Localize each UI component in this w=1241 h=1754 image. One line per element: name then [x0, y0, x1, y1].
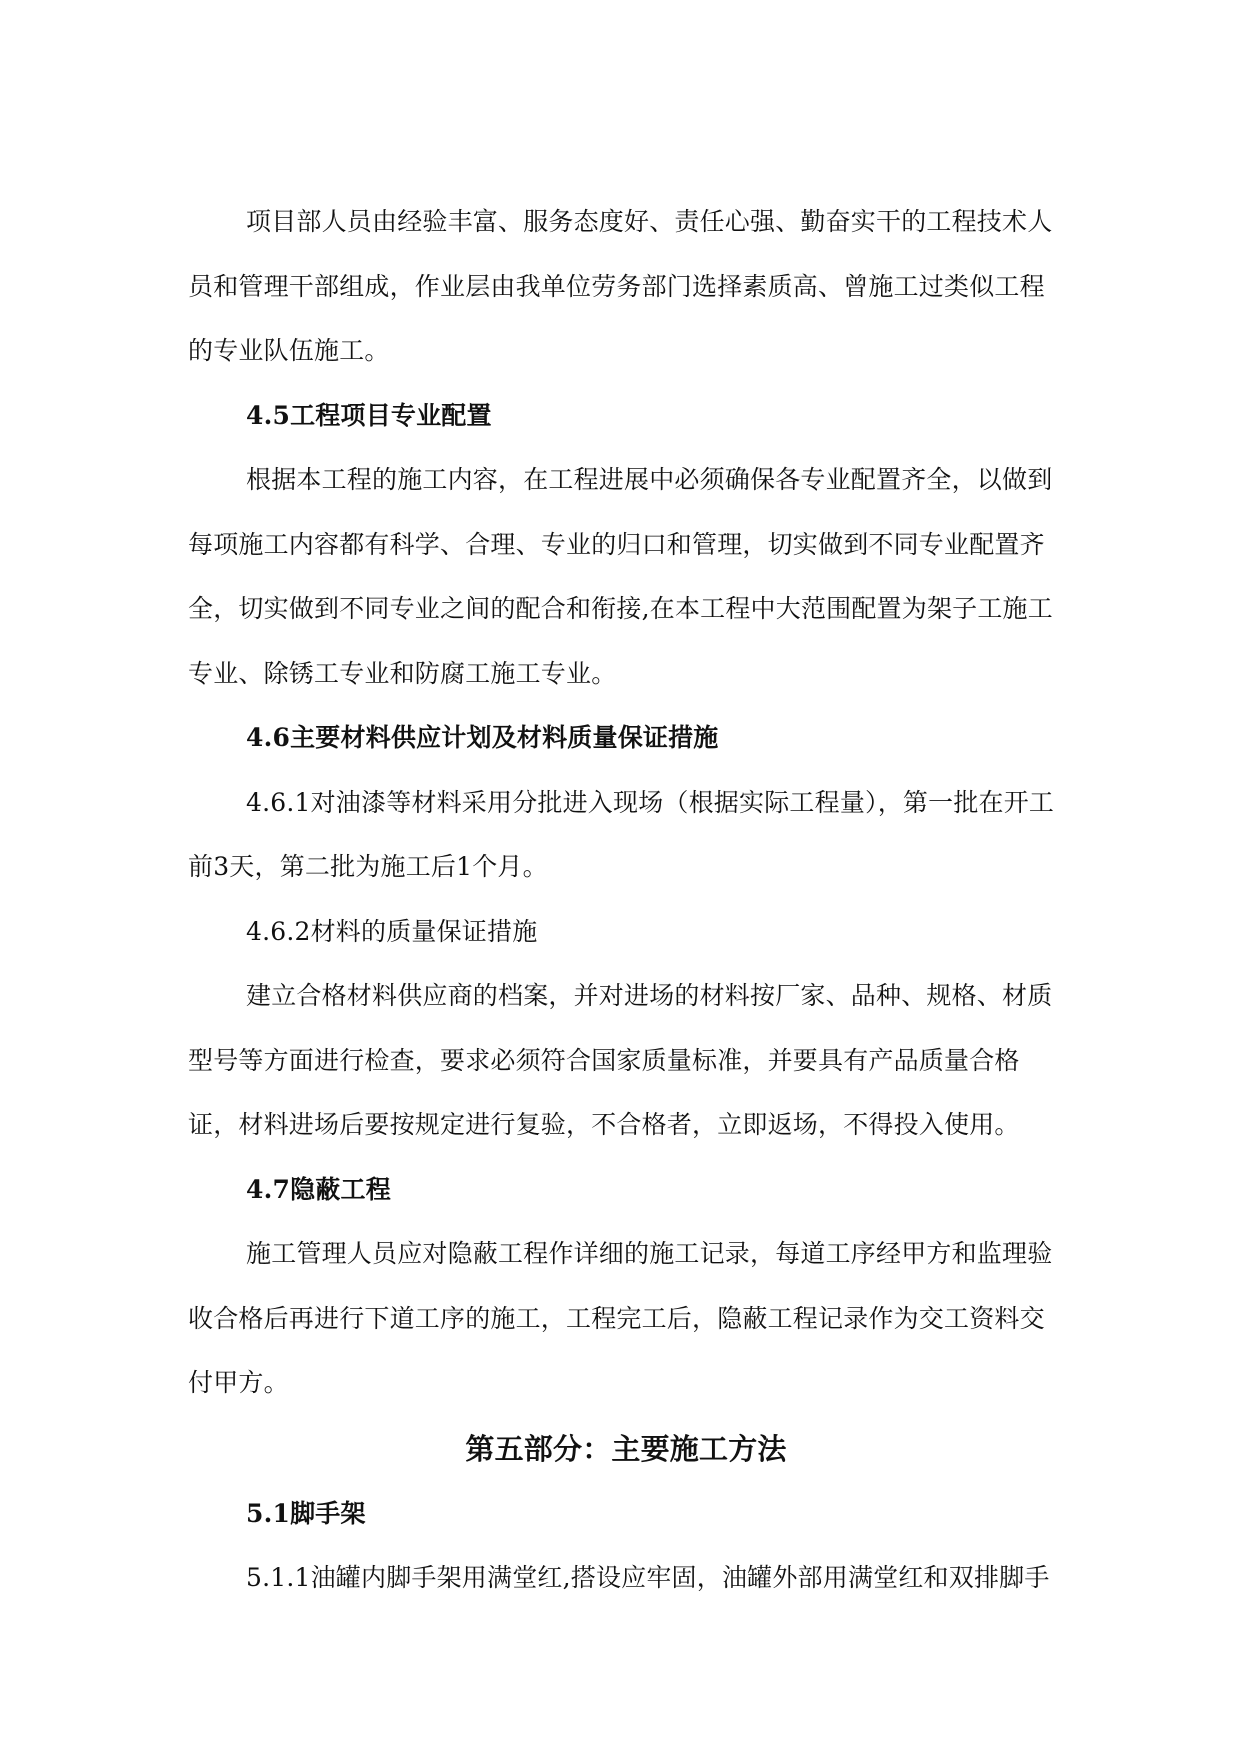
paragraph-scaffolding: 5.1.1油罐内脚手架用满堂红,搭设应牢固，油罐外部用满堂红和双排脚手: [246, 1563, 1050, 1592]
part-five-title: 第五部分：主要施工方法: [465, 1431, 787, 1466]
paragraph-professional-configuration: 根据本工程的施工内容，在工程进展中必须确保各专业配置齐全，以做到每项施工内容都有科学、合理、专业的归口和管理，切实做到不同专业配置齐全，切实做到不同专业之间的配合和衔接,在本工程中大范围配置为架子工施工专业、除锈工专业和防腐工施工专业。: [188, 465, 1053, 688]
paragraph-material-quality-measures: 建立合格材料供应商的档案，并对进场的材料按厂家、品种、规格、材质型号等方面进行检查，要求必须符合国家质量标准，并要具有产品质量合格证，材料进场后要按规定进行复验，不合格者，立即返场，不得投入使用。: [188, 981, 1053, 1139]
section-heading-4-7: 4.7隐蔽工程: [246, 1174, 391, 1204]
paragraph-material-quality-title: 4.6.2材料的质量保证措施: [246, 916, 538, 946]
section-heading-5-1: 5.1脚手架: [246, 1498, 366, 1528]
section-heading-4-5: 4.5工程项目专业配置: [246, 400, 492, 430]
paragraph-material-batches: 4.6.1对油漆等材料采用分批进入现场（根据实际工程量），第一批在开工前3天，第二批为施工后1个月。: [188, 787, 1055, 881]
paragraph-concealed-works: 施工管理人员应对隐蔽工程作详细的施工记录，每道工序经甲方和监理验收合格后再进行下道工序的施工，工程完工后，隐蔽工程记录作为交工资料交付甲方。: [188, 1239, 1053, 1397]
section-heading-4-6: 4.6主要材料供应计划及材料质量保证措施: [246, 723, 719, 752]
paragraph-project-staff: 项目部人员由经验丰富、服务态度好、责任心强、勤奋实干的工程技术人员和管理干部组成，作业层由我单位劳务部门选择素质高、曾施工过类似工程的专业队伍施工。: [188, 207, 1053, 365]
document-body: [188, 190, 1064, 1611]
